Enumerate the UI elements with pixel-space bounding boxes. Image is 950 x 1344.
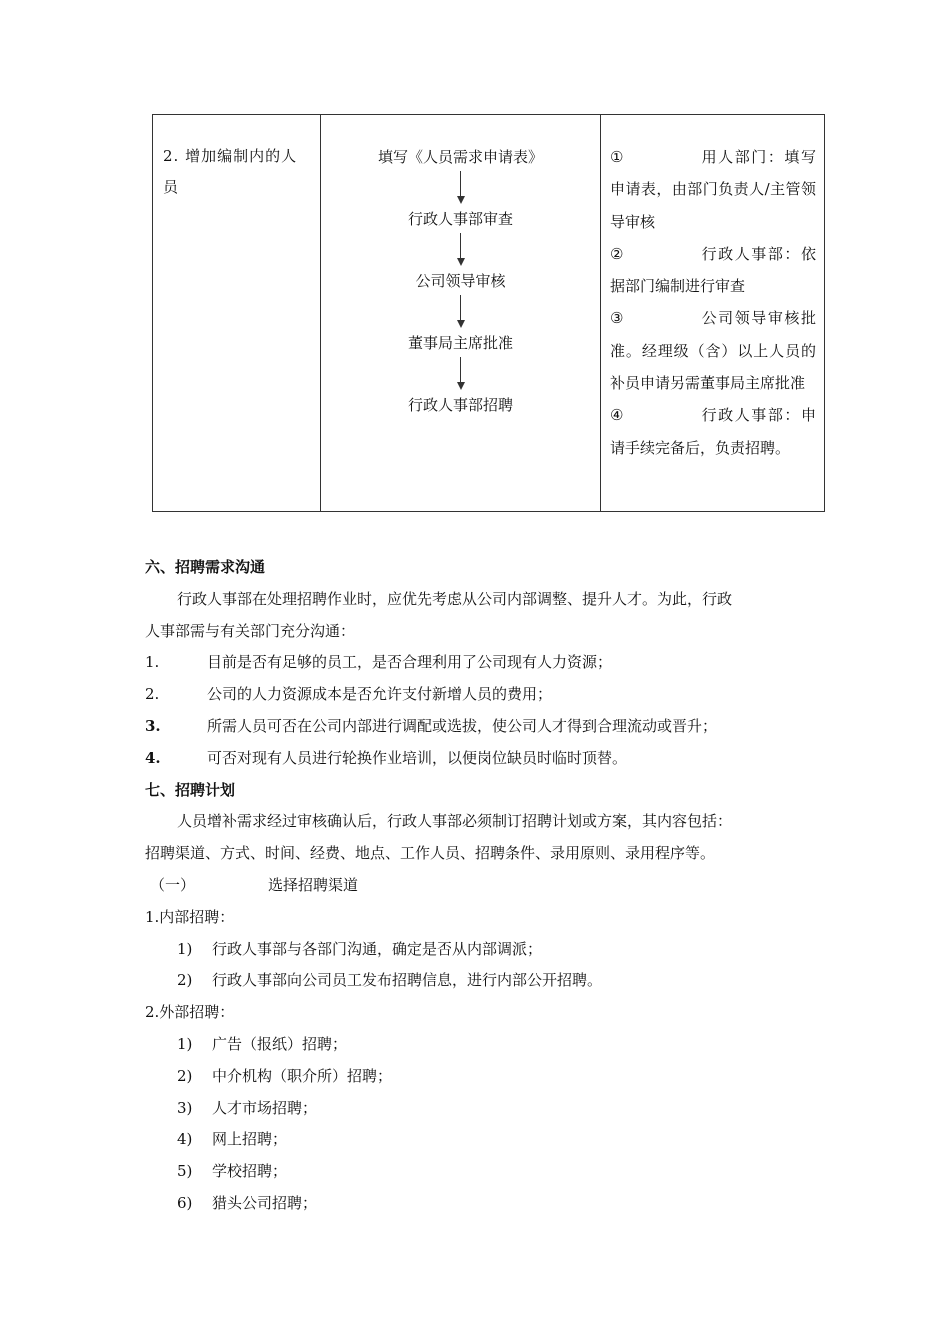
list-title: 1.内部招聘： — [145, 907, 235, 926]
list-item: 2) 行政人事部向公司员工发布招聘信息，进行内部公开招聘。 — [177, 971, 603, 990]
note-3: ③ 公司领导审核批准。经理级（含）以上人员的补员申请另需董事局主席批准 — [610, 309, 816, 393]
table-row — [153, 115, 825, 512]
paragraph-line: 人事部需与有关部门充分沟通： — [145, 621, 356, 640]
list-item: 6) 猎头公司招聘； — [177, 1193, 318, 1212]
list-item: 1) 广告（报纸）招聘； — [177, 1034, 348, 1053]
flowchart — [321, 115, 600, 417]
list-item: 2) 中介机构（职介所）招聘； — [177, 1066, 393, 1085]
list-title: 2.外部招聘： — [145, 1003, 235, 1022]
item-cell — [153, 115, 321, 512]
paragraph-line: 行政人事部在处理招聘作业时，应优先考虑从公司内部调整、提升人才。为此，行政 — [177, 589, 733, 608]
flow-step-5: 行政人事部招聘 — [407, 396, 513, 414]
list-item: 1) 行政人事部与各部门沟通，确定是否从内部调派； — [177, 939, 543, 958]
list-item: 3) 人才市场招聘； — [177, 1098, 318, 1117]
list-item: 4. 可否对现有人员进行轮换作业培训，以便岗位缺员时临时顶替。 — [145, 748, 628, 767]
paragraph-line: 人员增补需求经过审核确认后，行政人事部必须制订招聘计划或方案，其内容包括： — [177, 812, 733, 831]
arrow-down-icon — [456, 169, 466, 207]
arrow-down-icon — [456, 355, 466, 393]
notes-list — [601, 115, 824, 464]
arrow-down-icon — [456, 293, 466, 331]
subsection-heading: （一） 选择招聘渠道 — [150, 875, 359, 894]
note-4: ④ 行政人事部：申请手续完备后，负责招聘。 — [610, 406, 816, 457]
list-item: 4) 网上招聘； — [177, 1130, 288, 1149]
note-1: ① 用人部门：填写申请表，由部门负责人/主管领导审核 — [610, 148, 816, 231]
section-heading: 七、招聘计划 — [145, 780, 236, 799]
list-item: 3. 所需人员可否在公司内部进行调配或选拔，使公司人才得到合理流动或晋升； — [145, 716, 718, 735]
note-2: ② 行政人事部：依据部门编制进行审查 — [610, 244, 816, 296]
flow-step-4: 董事局主席批准 — [407, 334, 513, 352]
section-heading: 六、招聘需求沟通 — [145, 558, 266, 576]
flow-cell — [321, 115, 601, 512]
item-label: 2. 增加编制内的人员 — [163, 147, 298, 196]
document-body — [145, 552, 825, 1220]
flow-step-3: 公司领导审核 — [415, 272, 506, 290]
flow-step-2: 行政人事部审查 — [407, 210, 513, 228]
arrow-down-icon — [456, 231, 466, 269]
process-table — [152, 114, 825, 512]
list-item: 5) 学校招聘； — [177, 1162, 288, 1181]
list-item: 1. 目前是否有足够的员工，是否合理利用了公司现有人力资源； — [145, 653, 613, 672]
paragraph-line: 招聘渠道、方式、时间、经费、地点、工作人员、招聘条件、录用原则、录用程序等。 — [145, 844, 716, 863]
list-item: 2. 公司的人力资源成本是否允许支付新增人员的费用； — [145, 685, 553, 704]
notes-cell — [601, 115, 825, 512]
flow-step-1: 填写《人员需求申请表》 — [377, 148, 543, 166]
